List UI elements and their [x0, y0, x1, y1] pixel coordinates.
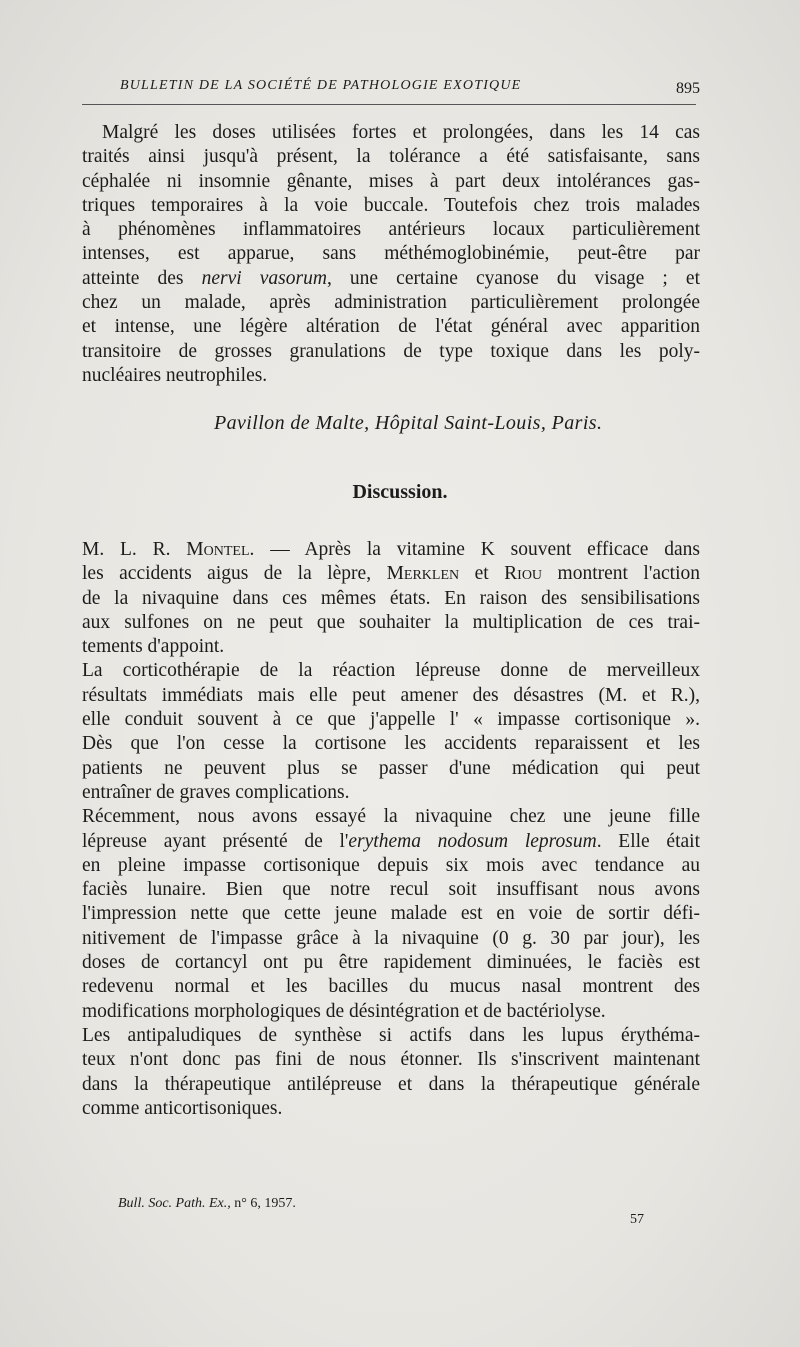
section-title: Discussion. [352, 481, 448, 503]
text-span: La corticothérapie de la réaction lépreuse donne de merveilleux [82, 660, 700, 682]
text-line: aux sulfones on ne peut que souhaiter la multiplication de ces trai- [82, 611, 700, 633]
running-title: BULLETIN DE LA SOCIÉTÉ DE PATHOLOGIE EXOTIQUE [120, 78, 522, 93]
header-rule [82, 104, 696, 105]
author-name: Merklen [386, 563, 460, 585]
footer-citation [118, 1196, 296, 1212]
text-line: teux n'ont donc pas fini de nous étonner. Ils s'inscrivent maintenant [82, 1049, 700, 1071]
text-line: elle conduit souvent à ce que j'appelle l' « impasse cortisonique ». [82, 709, 700, 731]
author-affiliation: Pavillon de Malte, Hôpital Saint-Louis, Paris. [214, 412, 603, 434]
text-line [82, 562, 700, 586]
text-line: nucléaires neutrophiles. [82, 364, 268, 386]
text-span: . Elle était [596, 830, 700, 852]
text-line: l'impression nette que cette jeune malade est en voie de sortir défi- [82, 903, 700, 925]
text-span: Les antipaludiques de synthèse si actifs dans les lupus érythéma- [82, 1024, 700, 1046]
text-line [82, 830, 700, 854]
text-line: intenses, est apparue, sans méthémoglobinémie, peut-être par [82, 243, 700, 265]
author-name: Riou [504, 563, 543, 585]
issue-info: n° 6, 1957. [230, 1196, 296, 1211]
text-line: de la nivaquine dans ces mêmes états. En raison des sensibilisations [82, 587, 700, 609]
text-span: — Après la vitamine K souvent efficace dans [254, 539, 700, 560]
text-line: céphalée ni insomnie gênante, mises à part deux intolérances gas- [82, 170, 700, 192]
text-line: à phénomènes inflammatoires antérieurs locaux particulièrement [82, 219, 700, 241]
text-line: comme anticortisoniques. [82, 1097, 283, 1119]
text-line: chez un malade, après administration particulièrement prolongée [82, 292, 700, 314]
body-paragraph-1 [82, 121, 700, 388]
text-line: en pleine impasse cortisonique depuis six mois avec tendance au [82, 854, 700, 876]
italic-term: erythema nodosum leprosum [348, 830, 597, 852]
text-span: atteinte des [82, 267, 202, 289]
text-line: triques temporaires à la voie buccale. Toutefois chez trois malades [82, 194, 700, 216]
text-span: Récemment, nous avons essayé la nivaquine chez une jeune fille [82, 806, 700, 828]
text-line: transitoire de grosses granulations de type toxique dans les poly- [82, 340, 700, 362]
running-head [82, 78, 706, 100]
text-line-content: Malgré les doses utilisées fortes et prolongées, dans les 14 cas [102, 122, 700, 143]
text-span: , une certaine cyanose du visage ; et [326, 267, 700, 289]
text-line: et intense, une légère altération de l'état général avec apparition [82, 316, 700, 338]
text-line: entraîner de graves complications. [82, 781, 350, 803]
text-line: Dès que l'on cesse la cortisone les accidents reparaissent et les [82, 733, 700, 755]
text-line: traités ainsi jusqu'à présent, la tolérance a été satisfaisante, sans [82, 146, 700, 168]
text-line: patients ne peuvent plus se passer d'une médication qui peut [82, 757, 700, 779]
text-span: et [459, 563, 505, 585]
text-line [82, 267, 700, 291]
signature-mark: 57 [630, 1212, 644, 1227]
text-span: montrent l'action [542, 563, 700, 585]
text-line: nitivement de l'impasse grâce à la nivaquine (0 g. 30 par jour), les [82, 927, 700, 949]
text-line: modifications morphologiques de désintégration et de bactériolyse. [82, 1000, 606, 1022]
text-line: faciès lunaire. Bien que notre recul soit insuffisant nous avons [82, 879, 700, 901]
text-line [82, 121, 700, 145]
text-line [82, 659, 700, 683]
text-line [82, 1024, 700, 1048]
page-number: 895 [676, 80, 700, 97]
text-line: doses de cortancyl ont pu être rapidement diminuées, le faciès est [82, 952, 700, 974]
text-line: redevenu normal et les bacilles du mucus nasal montrent des [82, 976, 700, 998]
italic-term: nervi vasorum [201, 267, 327, 289]
text-line: résultats immédiats mais elle peut amener des désastres (M. et R.), [82, 684, 700, 706]
text-span: les accidents aigus de la lèpre, [82, 563, 387, 585]
text-line [82, 805, 700, 829]
discussion-text [82, 538, 700, 1121]
journal-citation: Bull. Soc. Path. Ex., [118, 1196, 231, 1211]
speaker-name: M. L. R. Montel. [82, 539, 255, 560]
text-line: tements d'appoint. [82, 636, 225, 658]
text-line [82, 538, 700, 562]
text-line: dans la thérapeutique antilépreuse et dans la thérapeutique générale [82, 1073, 700, 1095]
text-span: lépreuse ayant présenté de l' [82, 830, 349, 852]
